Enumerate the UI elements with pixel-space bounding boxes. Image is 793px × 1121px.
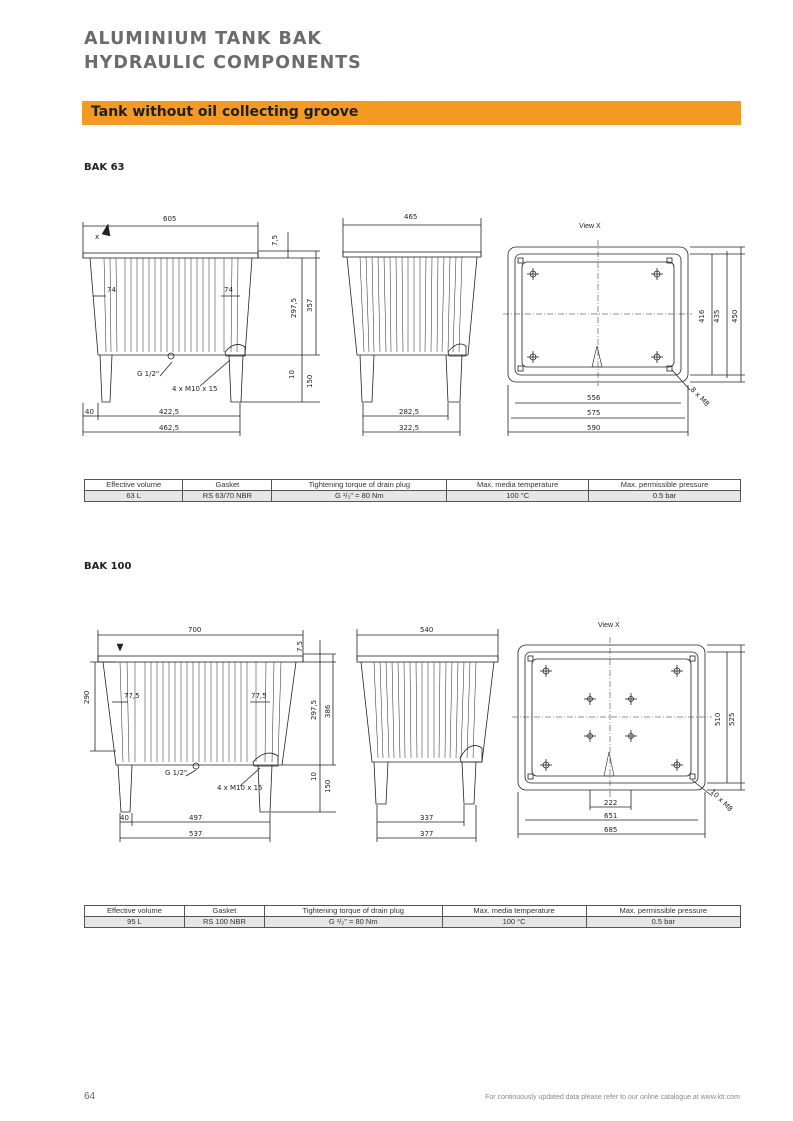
cell-pressure: 0.5 bar [588, 491, 740, 502]
bak63-dim-plan1: 556 [587, 394, 601, 402]
bak100-dim-leg-h: 150 [324, 779, 332, 793]
header-pressure: Max. permissible pressure [586, 906, 740, 917]
bak100-bolts-label: 4 x M10 x 15 [217, 784, 263, 792]
bak63-dim-v3: 450 [731, 309, 739, 323]
cell-volume: 63 L [85, 491, 183, 502]
bak100-dim-side2: 377 [420, 830, 434, 838]
cell-volume: 95 L [85, 917, 185, 928]
bak100-dim-leg-gap: 10 [310, 772, 318, 781]
bak63-dim-base1: 422,5 [159, 408, 180, 416]
bak100-drain-label: G 1/2" [165, 769, 188, 777]
bak100-dim-flange-l: 77,5 [124, 692, 140, 700]
bak100-screws-label: 10 x M8 [708, 787, 735, 814]
bak63-drain-label: G 1/2" [137, 370, 160, 378]
header-gasket: Gasket [184, 906, 264, 917]
bak100-dim-plan3: 685 [604, 826, 618, 834]
bak63-dim-base2: 462,5 [159, 424, 180, 432]
bak63-dim-side-width: 465 [404, 213, 418, 221]
bak63-dim-h-total: 357 [306, 298, 314, 312]
bak63-view-x-label: View X [579, 223, 601, 230]
header-volume: Effective volume [85, 906, 185, 917]
bak63-dim-v1: 416 [698, 309, 706, 323]
bak63-dim-flange-l: 74 [107, 286, 116, 294]
bak100-view-x-label: View X [598, 622, 620, 629]
bak100-dim-h-inner: 297,5 [310, 699, 318, 720]
table-header-row [85, 906, 741, 917]
table-row [85, 491, 741, 502]
bak100-dim-plan2: 651 [604, 812, 618, 820]
header-volume: Effective volume [85, 480, 183, 491]
cell-temperature: 100 °C [447, 491, 589, 502]
header-line-2: HYDRAULIC COMPONENTS [84, 53, 362, 73]
bak63-dim-flange-r: 74 [224, 286, 233, 294]
bak100-dim-side-width: 540 [420, 626, 434, 634]
header-pressure: Max. permissible pressure [588, 480, 740, 491]
bak63-dim-leg-gap: 10 [288, 370, 296, 379]
bak100-spec-table [84, 905, 741, 928]
bak100-dim-h-total: 386 [324, 704, 332, 718]
bak63-dim-plan2: 575 [587, 409, 601, 417]
header-line-1: ALUMINIUM TANK BAK [84, 29, 322, 49]
bak63-spec-table [84, 479, 741, 502]
bak63-x-marker: x [95, 233, 100, 241]
bak100-dimension-labels [0, 615, 793, 845]
cell-torque: G ¹/₂" = 80 Nm [272, 491, 447, 502]
header-temperature: Max. media temperature [447, 480, 589, 491]
bak100-dim-rim: 7,5 [296, 640, 304, 652]
bak63-screws-label: 8 x M8 [688, 385, 711, 409]
bak100-dim-v2: 525 [728, 712, 736, 726]
cell-gasket: RS 100 NBR [184, 917, 264, 928]
bak63-dim-foot: 40 [85, 408, 94, 416]
bak63-dim-plan3: 590 [587, 424, 601, 432]
bak100-dim-flange-r: 77,5 [251, 692, 267, 700]
bak63-dim-rim: 7,5 [271, 234, 279, 246]
bak63-dim-top-width: 605 [163, 215, 177, 223]
bak100-dim-base2: 537 [189, 830, 203, 838]
page-number: 64 [84, 1091, 96, 1102]
header-torque: Tightening torque of drain plug [272, 480, 447, 491]
footer-note: For continuously updated data please refer to our online catalogue at www.ktr.com [485, 1094, 740, 1101]
bak100-dim-v1: 510 [714, 712, 722, 726]
bak63-dim-h-inner: 297,5 [290, 297, 298, 318]
bak100-dim-plan1: 222 [604, 799, 618, 807]
cell-pressure: 0.5 bar [586, 917, 740, 928]
bak63-dim-side2: 322,5 [399, 424, 420, 432]
header-temperature: Max. media temperature [442, 906, 586, 917]
bak100-dim-top-width: 700 [188, 626, 202, 634]
model-title-bak63: BAK 63 [84, 162, 125, 173]
page-header [84, 27, 362, 75]
bak100-dim-h-left: 290 [83, 690, 91, 704]
bak100-dim-base1: 497 [189, 814, 203, 822]
bak100-dim-foot: 40 [120, 814, 129, 822]
header-gasket: Gasket [183, 480, 272, 491]
cell-gasket: RS 63/70 NBR [183, 491, 272, 502]
cell-temperature: 100 °C [442, 917, 586, 928]
bak63-dim-leg-h: 150 [306, 374, 314, 388]
model-title-bak100: BAK 100 [84, 561, 132, 572]
section-title: Tank without oil collecting groove [91, 104, 359, 120]
section-band [82, 101, 741, 125]
bak63-dim-v2: 435 [713, 309, 721, 323]
table-header-row [85, 480, 741, 491]
bak63-bolts-label: 4 x M10 x 15 [172, 385, 218, 393]
header-torque: Tightening torque of drain plug [264, 906, 442, 917]
bak63-dim-side1: 282,5 [399, 408, 420, 416]
bak100-dim-side1: 337 [420, 814, 434, 822]
table-row [85, 917, 741, 928]
bak63-dimension-labels [0, 205, 793, 445]
cell-torque: G ¹/₂" = 80 Nm [264, 917, 442, 928]
